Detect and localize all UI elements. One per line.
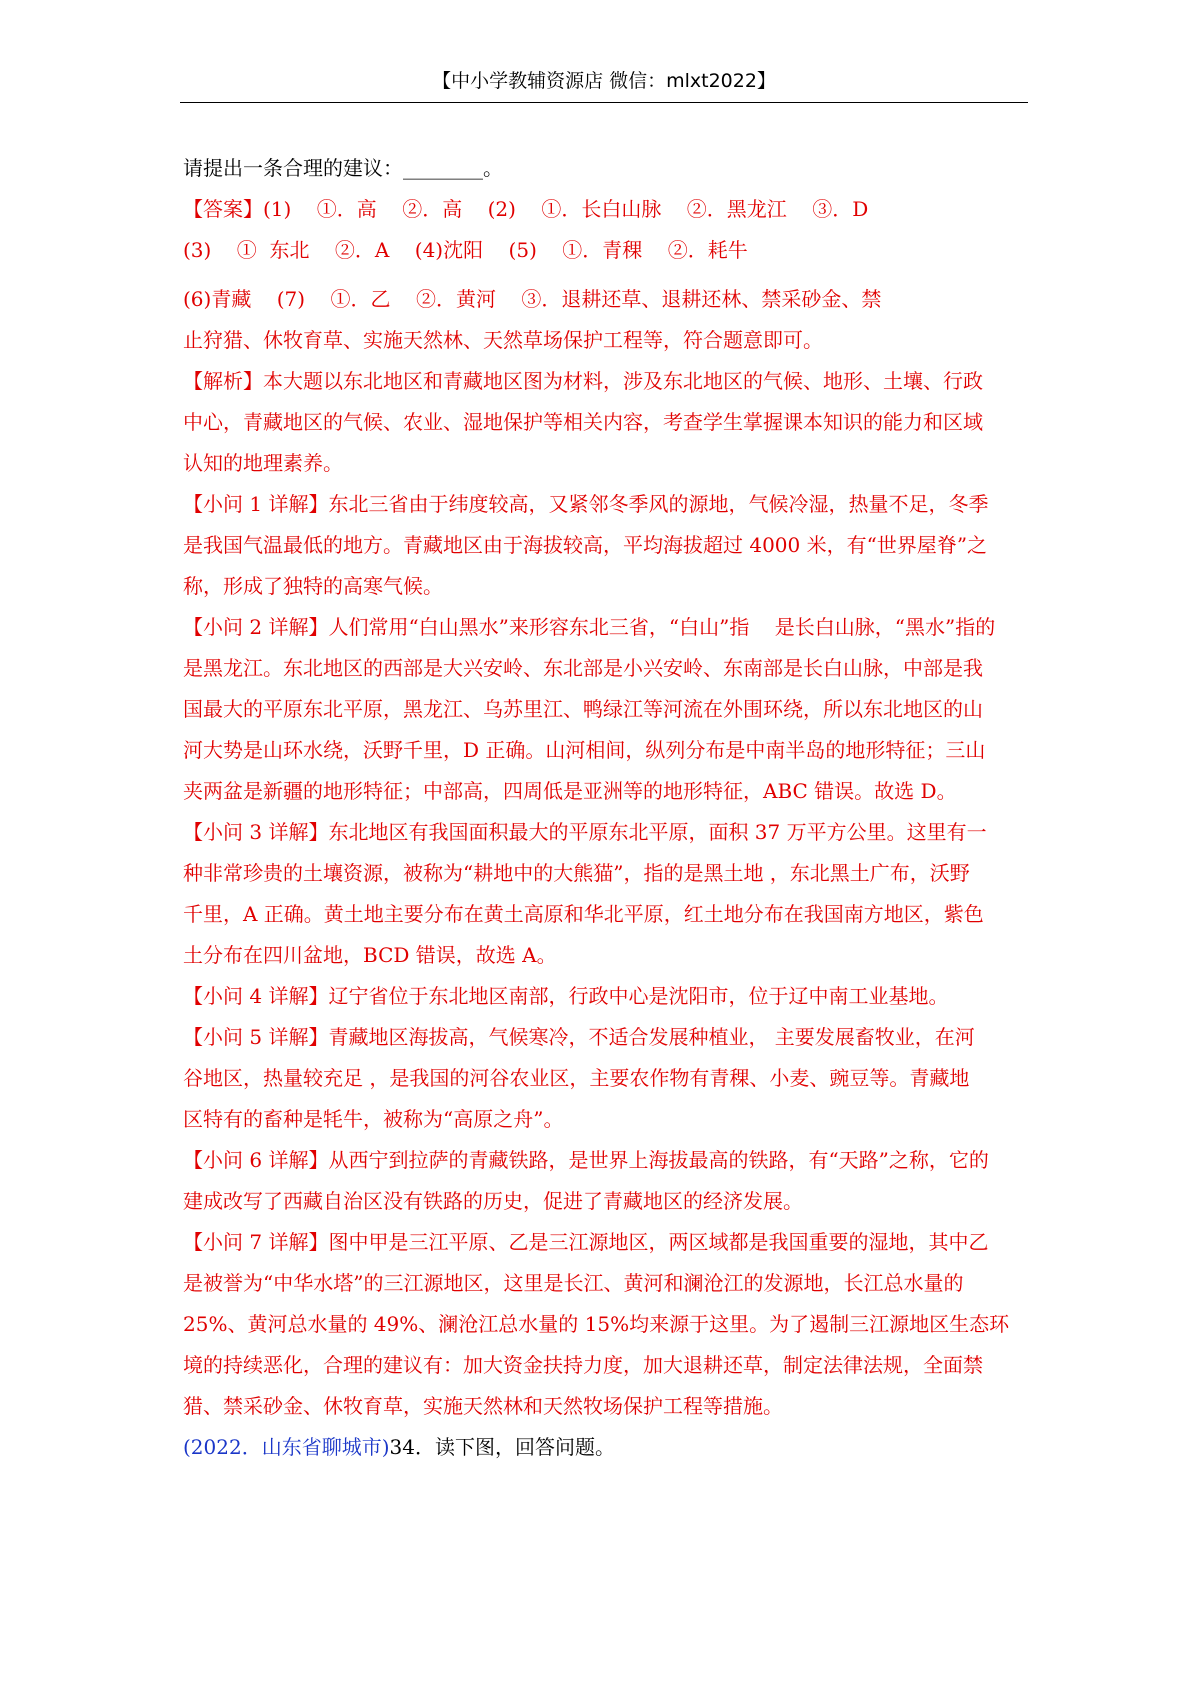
header-divider [180,102,1028,103]
answer-line: (3) ① 东北 ②．A (4)沈阳 (5) ①．青稞 ②．耗牛 [183,238,748,262]
detail-line: 谷地区，热量较充足 ，是我国的河谷农业区，主要农作物有青稞、小麦、豌豆等。青藏地 [183,1066,970,1090]
detail-line: 【小问 2 详解】人们常用“白山黑水”来形容东北三省，“白山”指 是长白山脉，“黑水”指的 [183,615,996,639]
detail-4 [183,976,1025,1017]
answer-block [183,189,1025,361]
analysis-block [183,361,1025,484]
detail-1 [183,484,1025,607]
detail-line: 猎、禁采砂金、休牧育草，实施天然林和天然牧场保护工程等措施。 [183,1394,783,1418]
analysis-line: 认知的地理素养。 [183,451,343,475]
detail-line: 【小问 1 详解】东北三省由于纬度较高，又紧邻冬季风的源地，气候冷湿，热量不足，冬季 [183,492,989,516]
page-header: 【中小学教辅资源店 微信：mlxt2022】 [432,70,776,92]
detail-line: 区特有的畜种是牦牛，被称为“高原之舟”。 [183,1107,564,1131]
answer-line: 止狩猎、休牧育草、实施天然林、天然草场保护工程等，符合题意即可。 [183,328,823,352]
detail-line: 夹两盆是新疆的地形特征；中部高，四周低是亚洲等的地形特征，ABC 错误。故选 D。 [183,779,957,803]
analysis-line: 【解析】本大题以东北地区和青藏地区图为材料，涉及东北地区的气候、地形、土壤、行政 [183,369,983,393]
detail-line: 是被誉为“中华水塔”的三江源地区，这里是长江、黄河和澜沧江的发源地，长江总水量的 [183,1271,964,1295]
detail-6 [183,1140,1025,1222]
answer-line: (6)青藏 (7) ①．乙 ②．黄河 ③．退耕还草、退耕还林、禁采砂金、禁 [183,287,882,311]
answer-line: 【答案】(1) ①．高 ②．高 (2) ①．长白山脉 ②．黑龙江 ③．D [183,197,869,221]
detail-line: 【小问 3 详解】东北地区有我国面积最大的平原东北平原，面积 37 万平方公里。这里有一 [183,820,987,844]
detail-line: 是我国气温最低的地方。青藏地区由于海拔较高，平均海拔超过 4000 米，有“世界屋脊”之 [183,533,988,557]
detail-line: 称，形成了独特的高寒气候。 [183,574,443,598]
detail-line: 【小问 4 详解】辽宁省位于东北地区南部，行政中心是沈阳市，位于辽中南工业基地。 [183,984,949,1008]
detail-line: 国最大的平原东北平原，黑龙江、乌苏里江、鸭绿江等河流在外围环绕，所以东北地区的山 [183,697,983,721]
detail-line: 种非常珍贵的土壤资源，被称为“耕地中的大熊猫”，指的是黑土地 ，东北黑土广布，沃野 [183,861,970,885]
question-text: 34．读下图，回答问题。 [389,1435,615,1459]
detail-2 [183,607,1025,812]
detail-line: 千里，A 正确。黄土地主要分布在黄土高原和华北平原，红土地分布在我国南方地区，紫色 [183,902,984,926]
next-question [183,1427,1025,1468]
detail-line: 是黑龙江。东北地区的西部是大兴安岭、东北部是小兴安岭、东南部是长白山脉，中部是我 [183,656,983,680]
detail-line: 河大势是山环水绕，沃野千里，D 正确。山河相间，纵列分布是中南半岛的地形特征；三山 [183,738,986,762]
detail-line: 建成改写了西藏自治区没有铁路的历史，促进了青藏地区的经济发展。 [183,1189,803,1213]
question-source: (2022．山东省聊城市) [183,1435,390,1459]
detail-3 [183,812,1025,976]
detail-line: 【小问 6 详解】从西宁到拉萨的青藏铁路，是世界上海拔最高的铁路，有“天路”之称，它的 [183,1148,989,1172]
detail-7 [183,1222,1025,1427]
suggestion-prompt: 请提出一条合理的建议：________。 [183,156,503,180]
document-body [183,148,1025,1468]
detail-5 [183,1017,1025,1140]
detail-line: 土分布在四川盆地，BCD 错误，故选 A。 [183,943,557,967]
analysis-line: 中心，青藏地区的气候、农业、湿地保护等相关内容，考查学生掌握课本知识的能力和区域 [183,410,983,434]
detail-line: 25%、黄河总水量的 49%、澜沧江总水量的 15%均来源于这里。为了遏制三江源地区生态环 [183,1312,1010,1336]
detail-line: 【小问 7 详解】图中甲是三江平原、乙是三江源地区，两区域都是我国重要的湿地，其中乙 [183,1230,989,1254]
detail-line: 【小问 5 详解】青藏地区海拔高，气候寒冷，不适合发展种植业， 主要发展畜牧业，在河 [183,1025,975,1049]
detail-line: 境的持续恶化，合理的建议有：加大资金扶持力度，加大退耕还草，制定法律法规，全面禁 [183,1353,983,1377]
